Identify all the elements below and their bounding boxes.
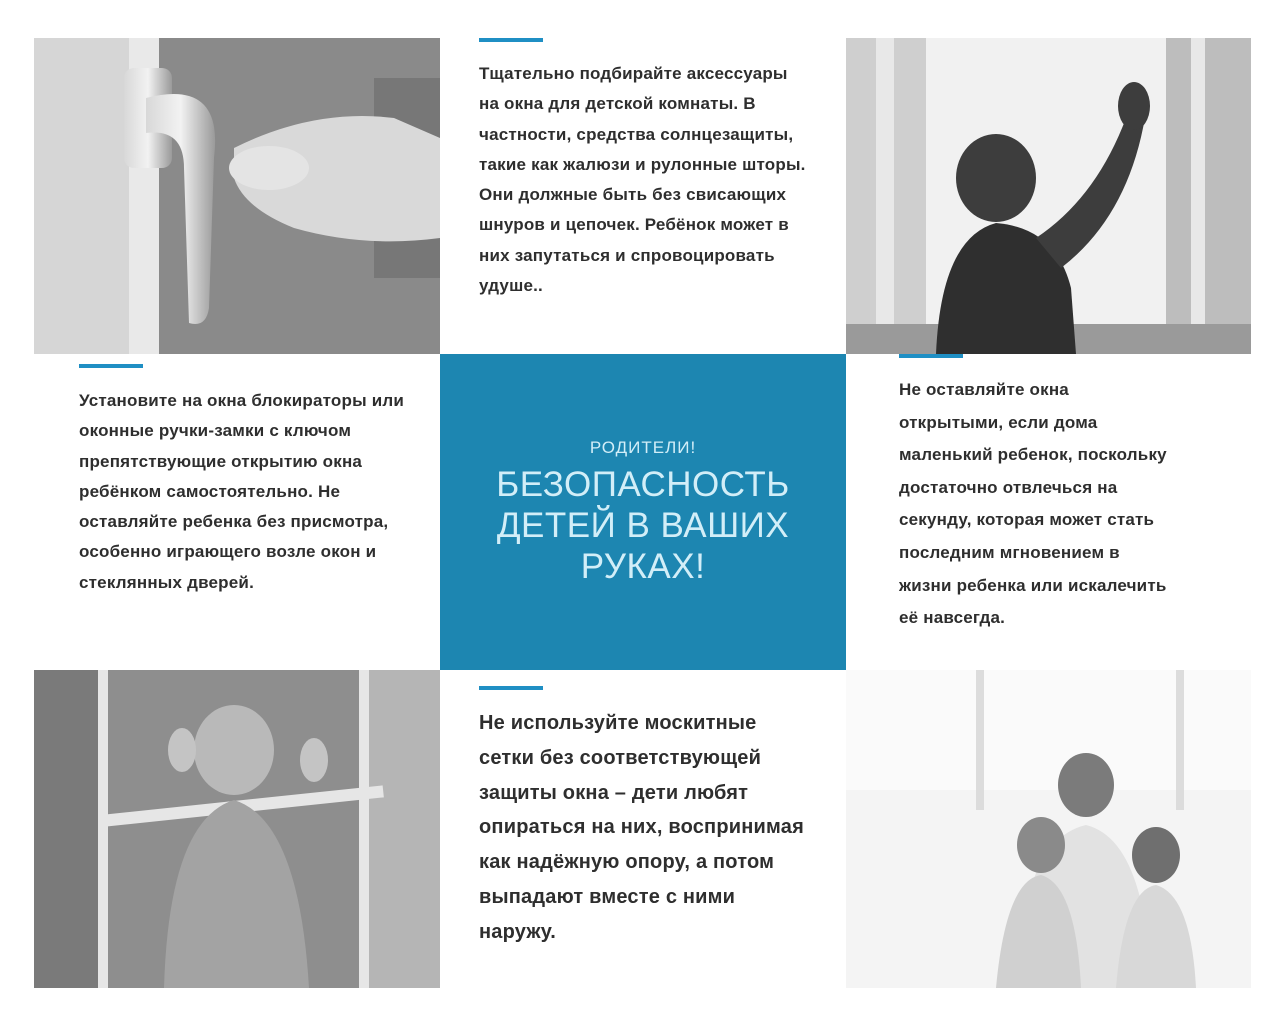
tip-accessories: Тщательно подбирайте аксессуары на окна для детской комнаты. В частности, средства солнцезащиты, такие как жалюзи и рулонные шторы. Они должные быть без свисающих шнуров и цепочек. Ребёнок может в них запутаться и спровоцировать удуше..	[479, 64, 806, 296]
child-behind-mosquito-net-photo	[34, 670, 440, 988]
father-with-daughters-photo	[846, 670, 1251, 988]
window-handle-key-photo	[34, 38, 440, 354]
tip-mosquito-nets: Не используйте москитные сетки без соответствующей защиты окна – дети любят опираться на них, воспринимая как надёжную опору, а потом выпадают вместе с ними наружу.	[479, 712, 804, 943]
callout-kicker: РОДИТЕЛИ!	[589, 437, 697, 457]
tip-open-windows: Не оставляйте окна открытыми, если дома маленький ребенок, поскольку достаточно отвлечься на секунду, которая может стать последним мгновением в жизни ребенка или искалечить её навсегда.	[899, 380, 1167, 628]
accent-line	[479, 38, 543, 42]
callout-headline: БЕЗОПАСНОСТЬ ДЕТЕЙ В ВАШИХ РУКАХ!	[496, 464, 790, 586]
accent-line	[899, 354, 963, 358]
child-at-open-window-photo	[846, 38, 1251, 354]
accent-line	[79, 364, 143, 368]
tip-blockers: Установите на окна блокираторы или оконные ручки-замки с ключом препятствующие открытию окна ребёнком самостоятельно. Не оставляйте ребенка без присмотра, особенно играющего возле окон и стеклянных дверей.	[79, 391, 405, 592]
center-callout	[440, 354, 846, 670]
accent-line	[479, 686, 543, 690]
